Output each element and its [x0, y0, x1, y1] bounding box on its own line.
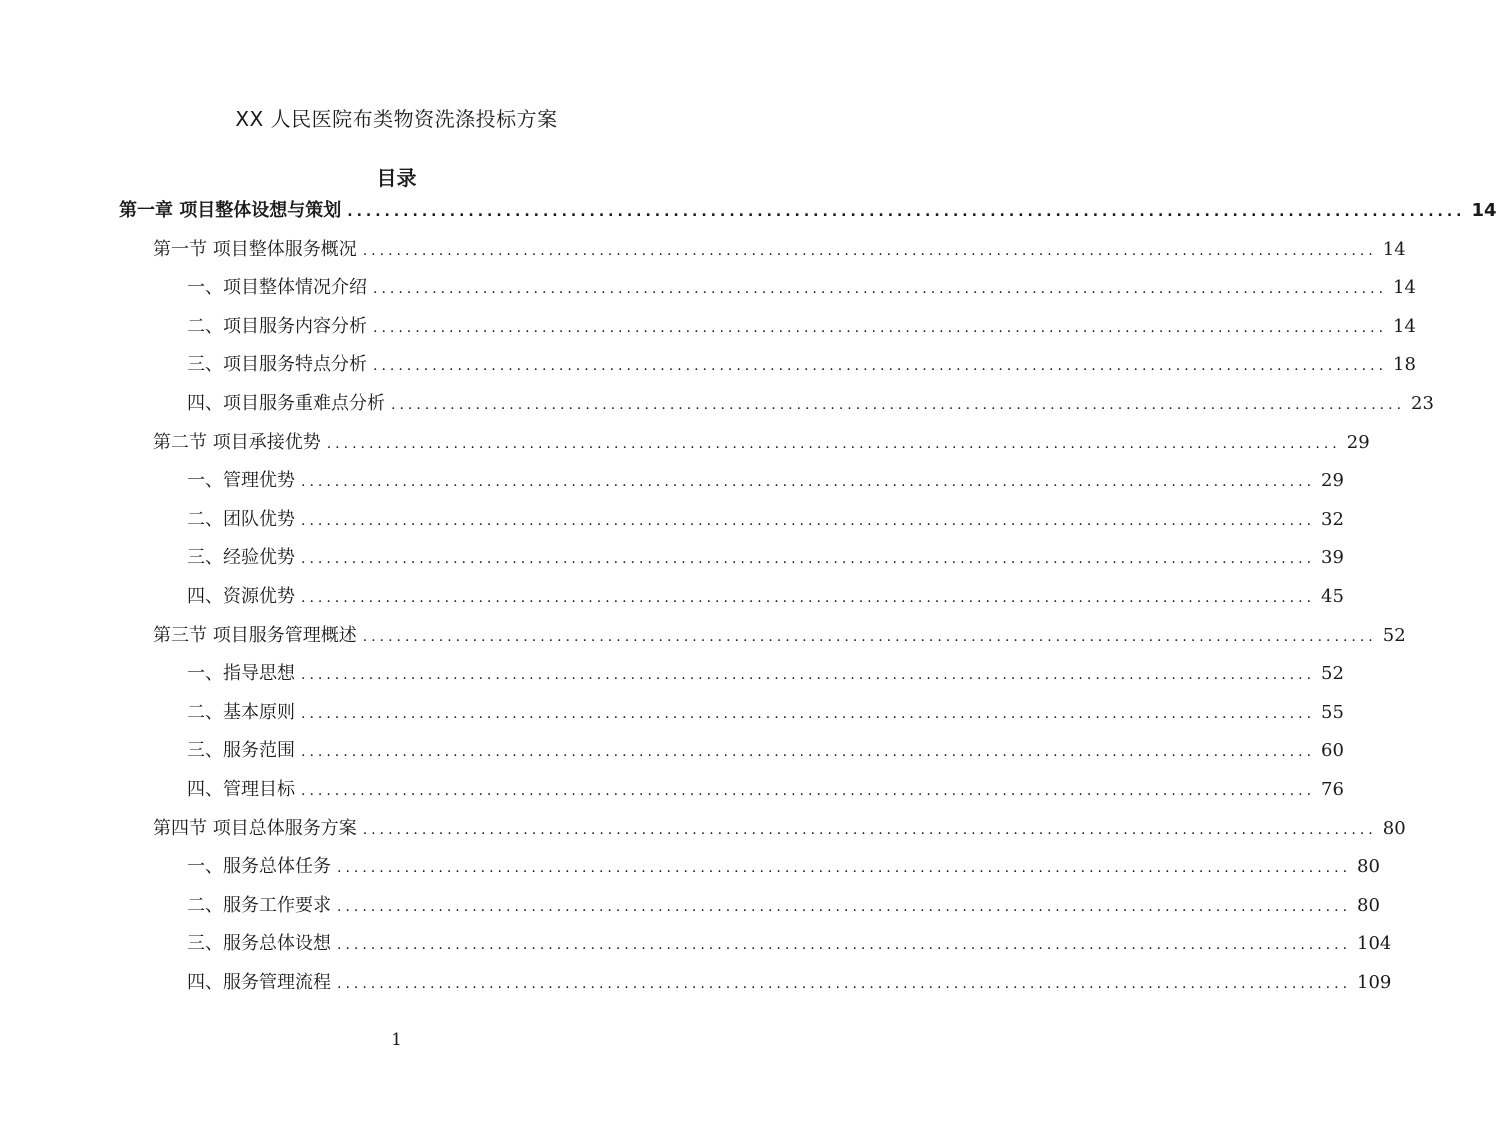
- toc-dot-leader: ........................................................................................................................: [337, 860, 1352, 877]
- toc-entry-label: 三、服务总体设想: [187, 933, 331, 955]
- toc-entry-page: 104: [1357, 933, 1392, 955]
- toc-dot-leader: ........................................................................................................................: [301, 667, 1316, 684]
- toc-entry[interactable]: [187, 543, 1344, 575]
- toc-entry-page: 76: [1321, 779, 1344, 800]
- toc-entry-page: 60: [1321, 740, 1344, 762]
- toc-dot-leader: ........................................................................................................................: [301, 744, 1316, 761]
- toc-entry[interactable]: [187, 968, 1392, 1000]
- toc-entry-label: 二、基本原则: [187, 701, 295, 723]
- toc-entry-page: 18: [1393, 354, 1416, 376]
- toc-entry[interactable]: [153, 621, 1406, 653]
- toc-dot-leader: ........................................................................................................................: [337, 976, 1352, 992]
- toc-dot-leader: ........................................................................................................................: [337, 937, 1352, 954]
- toc-dot-leader: ........................................................................................................................: [301, 551, 1316, 568]
- toc-entry-page: 52: [1321, 663, 1344, 685]
- document-title: XX 人民医院布类物资洗涤投标方案: [235, 107, 558, 131]
- toc-heading: 目录: [376, 166, 417, 190]
- toc-dot-leader: ........................................................................................................................: [362, 821, 1377, 838]
- toc-dot-leader: ........................................................................................................................: [373, 281, 1388, 298]
- toc-entry[interactable]: [153, 814, 1406, 846]
- toc-entry-page: 109: [1357, 972, 1392, 993]
- toc-dot-leader: ........................................................................................................................: [301, 783, 1316, 799]
- toc-entry-label: 四、管理目标: [187, 779, 295, 800]
- toc-entry-page: 32: [1321, 508, 1344, 530]
- toc-entry-page: 14: [1393, 315, 1416, 337]
- toc-entry[interactable]: [187, 350, 1416, 382]
- toc-dot-leader: ........................................................................................................................: [301, 512, 1316, 529]
- toc-dot-leader: ........................................................................................................................: [301, 705, 1316, 722]
- toc-entry-label: 三、项目服务特点分析: [187, 354, 367, 376]
- toc-dot-leader: ........................................................................................................................: [362, 628, 1377, 645]
- toc-entry-label: 一、管理优势: [187, 470, 295, 492]
- toc-entry[interactable]: [187, 929, 1392, 961]
- toc-entry-label: 二、服务工作要求: [187, 894, 331, 916]
- toc-entry[interactable]: [153, 235, 1406, 267]
- toc-entry[interactable]: [187, 775, 1344, 807]
- toc-entry-label: 第三节 项目服务管理概述: [153, 624, 357, 646]
- toc-entry[interactable]: [187, 389, 1434, 421]
- toc-entry-page: 39: [1321, 547, 1344, 569]
- toc-entry-page: 80: [1357, 856, 1380, 878]
- toc-entry[interactable]: [187, 582, 1344, 614]
- toc-entry[interactable]: [187, 852, 1380, 884]
- toc-entry[interactable]: [187, 312, 1416, 344]
- toc-entry[interactable]: [187, 466, 1344, 498]
- toc-entry[interactable]: [119, 196, 1497, 228]
- toc-entry-label: 三、经验优势: [187, 547, 295, 569]
- toc-entry-page: 29: [1346, 431, 1370, 453]
- toc-entry-label: 四、服务管理流程: [187, 972, 331, 993]
- toc-entry-page: 14: [1382, 238, 1406, 260]
- toc-entry-label: 三、服务范围: [187, 740, 295, 762]
- toc-entry[interactable]: [187, 659, 1344, 691]
- toc-dot-leader: ........................................................................................................................: [337, 898, 1352, 915]
- page-number: 1: [391, 1030, 402, 1050]
- toc-entry-page: 55: [1321, 701, 1344, 723]
- toc-entry-page: 14: [1393, 277, 1416, 299]
- toc-entry[interactable]: [187, 505, 1344, 537]
- toc-dot-leader: ........................................................................................................................: [347, 204, 1466, 220]
- toc-entry[interactable]: [187, 273, 1416, 305]
- toc-entry-page: 80: [1357, 894, 1380, 916]
- toc-dot-leader: ........................................................................................................................: [326, 435, 1341, 452]
- toc-dot-leader: ........................................................................................................................: [373, 319, 1388, 336]
- toc-dot-leader: ........................................................................................................................: [301, 590, 1316, 606]
- toc-dot-leader: ........................................................................................................................: [391, 397, 1406, 413]
- toc-entry-page: 45: [1321, 586, 1344, 607]
- toc-dot-leader: ........................................................................................................................: [301, 474, 1316, 491]
- toc-entry-page: 14: [1471, 200, 1497, 221]
- toc-entry-label: 第四节 项目总体服务方案: [153, 817, 357, 839]
- toc-entry-label: 一、服务总体任务: [187, 856, 331, 878]
- toc-entry[interactable]: [187, 736, 1344, 768]
- toc-entry-label: 第一节 项目整体服务概况: [153, 238, 357, 260]
- toc-entry[interactable]: [187, 698, 1344, 730]
- toc-entry[interactable]: [187, 891, 1380, 923]
- toc-entry-page: 29: [1321, 470, 1344, 492]
- toc-entry-page: 23: [1411, 393, 1434, 414]
- toc-dot-leader: ........................................................................................................................: [373, 358, 1388, 375]
- toc-entry-label: 第一章 项目整体设想与策划: [119, 200, 342, 221]
- toc-entry-page: 52: [1382, 624, 1406, 646]
- toc-entry-label: 四、资源优势: [187, 586, 295, 607]
- toc-entry-page: 80: [1382, 817, 1406, 839]
- toc-entry[interactable]: [153, 428, 1370, 460]
- toc-entry-label: 四、项目服务重难点分析: [187, 393, 385, 414]
- toc-entry-label: 二、团队优势: [187, 508, 295, 530]
- toc-dot-leader: ........................................................................................................................: [362, 242, 1377, 259]
- toc-entry-label: 第二节 项目承接优势: [153, 431, 321, 453]
- toc-entry-label: 一、项目整体情况介绍: [187, 277, 367, 299]
- toc-entry-label: 一、指导思想: [187, 663, 295, 685]
- toc-entry-label: 二、项目服务内容分析: [187, 315, 367, 337]
